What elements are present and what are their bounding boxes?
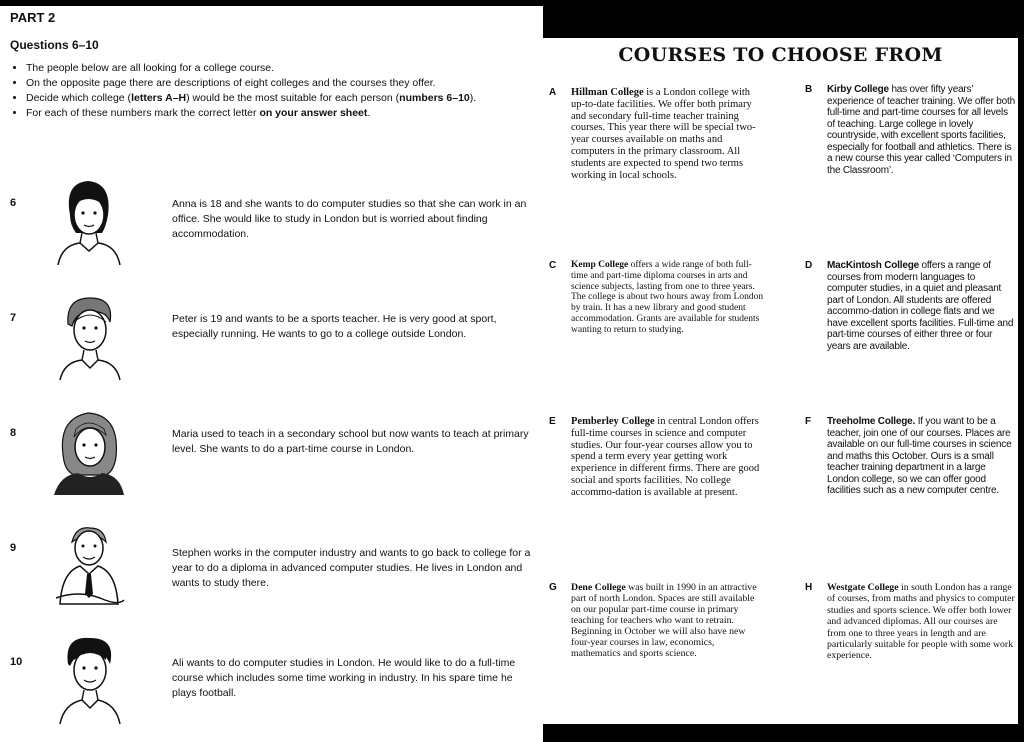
question-number: 9 [10, 542, 17, 554]
person-description: Stephen works in the computer industry and wants to go back to college for a year to do a diploma in advanced computer studies. He lives in London and wants to study there. [172, 547, 531, 589]
person-description: Ali wants to do computer studies in London. He would like to do a full-time course which includes some time working in industry. In his spare time he plays football. [172, 657, 516, 699]
person-description: Anna is 18 and she wants to do computer studies so that she can work in an office. She would like to study in London but is worried about finding accommodation. [172, 198, 527, 240]
course-letter: D [805, 260, 813, 271]
course-description: Treeholme College. If you want to be a teacher, join one of our courses. Places are available on our full-time courses in science and maths this October. Ours is a small teacher training department in a large London college, so we can offer good facilities such as a new computer centre. [827, 416, 1012, 496]
course-description: Kirby College has over fifty years’ experience of teacher training. We offer both full-time and part-time courses for all levels of teaching. Large college in lovely countryside, with excellent sports facilities, especially for football and athletics. There is a new course this year called ‘Computers in the Classroom’. [827, 84, 1015, 176]
portrait-anna-illustration [48, 175, 130, 265]
instruction-item: • For each of these numbers mark the correct letter on your answer sheet. [26, 107, 496, 120]
right-page [543, 38, 1018, 724]
course-letter: E [549, 416, 556, 427]
question-number: 6 [10, 197, 17, 209]
portrait-peter-illustration [48, 290, 130, 380]
course-description: Westgate College in south London has a range of courses, from maths and physics to computer studies and sports science. We offer both lower and advanced diplomas. All our courses are from one to three years in length and are particularly suitable for people with some work experience. [827, 582, 1015, 662]
course-description: Dene College was built in 1990 in an attractive part of north London. Spaces are still available on our popular part-time course in primary teaching for teachers who want to retrain. Beginning in October we will also have new four-year courses in law, economics, mathematics and sports science. [571, 582, 757, 659]
portrait-stephen-illustration [48, 520, 130, 610]
instruction-item: • Decide which college (letters A–H) would be the most suitable for each person (numbers 6–10). [26, 92, 496, 105]
portrait-ali-illustration [48, 634, 130, 724]
person-description: Peter is 19 and wants to be a sports teacher. He is very good at sport, especially running. He wants to go to a college outside London. [172, 313, 497, 340]
instructions-list [8, 62, 496, 122]
part-title: PART 2 [10, 10, 56, 25]
course-letter: F [805, 416, 812, 427]
course-description: Pemberley College in central London offers full-time courses in science and computer studies. Our four-year courses allow you to spend a term every year getting work experience in different firms. There are good social and sports facilities. No college accommo-dation is available at present. [571, 416, 760, 498]
question-number: 10 [10, 656, 23, 668]
instruction-item: • On the opposite page there are descriptions of eight colleges and the courses they offer. [26, 77, 496, 90]
question-number: 7 [10, 312, 17, 324]
left-page [0, 6, 543, 742]
course-letter: C [549, 260, 557, 271]
course-description: Kemp College offers a wide range of both full-time and part-time diploma courses in arts and science subjects, lasting from one to three years. The college is about two hours away from London by train. It has a new library and good student accommodation. Grants are available for students wanting to return to studying. [571, 260, 764, 335]
course-description: MacKintosh College offers a range of courses from modern languages to computer studies, in a quiet and pleasant part of London. All students are offered accommo-dation in college flats and we have excellent sports facilities. Full-time and part-time courses of either three or four years are available. [827, 260, 1014, 352]
course-letter: H [805, 582, 813, 593]
course-letter: G [549, 582, 557, 593]
question-number: 8 [10, 427, 17, 439]
instruction-item: • The people below are all looking for a college course. [26, 62, 496, 75]
course-letter: B [805, 84, 813, 95]
questions-title: Questions 6–10 [10, 38, 99, 52]
course-letter: A [549, 87, 557, 98]
courses-heading: COURSES TO CHOOSE FROM [618, 44, 943, 66]
person-description: Maria used to teach in a secondary school but now wants to teach at primary level. She wants to do a part-time course in London. [172, 428, 529, 455]
course-description: Hillman College is a London college with up-to-date facilities. We offer both primary and secondary full-time teacher training courses. This year there will be special two-year courses available on maths and computers in the primary classroom. All students are expected to spend two terms working in local schools. [571, 87, 756, 181]
portrait-maria-illustration [48, 405, 130, 495]
